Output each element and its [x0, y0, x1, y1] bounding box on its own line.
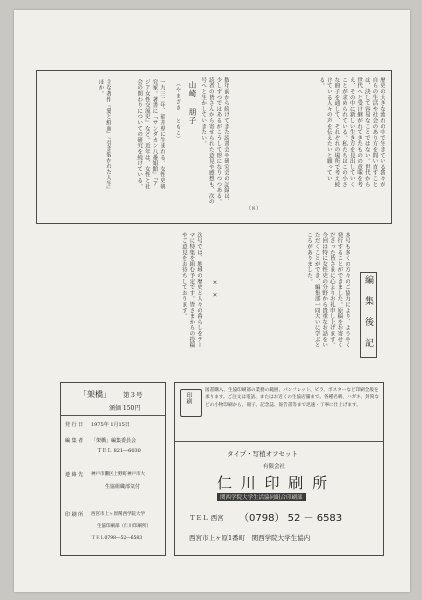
ad-company-type: 有限会社: [263, 464, 286, 470]
colophon-title: 「架橋」: [79, 390, 111, 399]
essay-box: [36, 70, 392, 224]
ad-notice: 図書購入、生協印刷部の業務の範囲、パンフレット、ビラ、ポスターなど印刷全般を承ります。ご注文は電話、またはお近くの生協店舗まで。各種名刺、ハガキ、封筒などの小物印刷から、冊子、記念誌、報告書等まで迅速・丁寧に仕上げます。: [205, 388, 379, 408]
colophon-price: 頒価 150円: [109, 405, 141, 412]
postscript-marks: × ×: [212, 280, 218, 299]
colophon-issue: 第３号: [123, 391, 143, 399]
ad-affiliation: 関西学院大学生活協同組合印刷部: [217, 493, 306, 501]
colophon-row-value: 生協印刷部（仁川印刷所）: [97, 524, 151, 529]
colophon-row-value: 1975年 1月15日: [91, 422, 130, 428]
author-bio: 一九三二年、福井県に生まれる。女性史研究家。著書に『サンダカン八番娼館』『アジア女性交流史』など。近年は、女性と社会の関わりについての研究を続けている。: [136, 79, 165, 190]
page-number: （８）: [245, 206, 261, 212]
author-name: 山崎 朋子: [188, 81, 197, 125]
printer-ad-box: [174, 382, 384, 556]
essay-continued-text: 数年前から続けてきた読書会や研究会の記録は、少しずつではあるがこうして形になりつつある。読者の皆さんから寄せられた意見や感想も、次の号へと生かしていきたい。: [200, 77, 229, 205]
ad-service: タイプ・写植オフセット: [227, 450, 298, 458]
essay-text: 歴史の大きな流れの中で生きている我々が自らの生活や社会のあり方を問い直すことは、決して容易なことではない。世代から世代へと受け継がれてきたものの意味を考え、その中に新しい生き方を見出していくことが求められている。私たちはこの小さな冊子を通して、それぞれの場所で考え続けている人々の声を伝えたいと願っている。: [318, 77, 385, 188]
colophon-row-value: 「架橋」編集委員会: [91, 438, 137, 444]
ad-divider: [175, 441, 383, 442]
colophon-box: [60, 382, 166, 556]
colophon-row-value: ＴＥＬ 821―6030: [97, 448, 141, 454]
postscript-heading: 編 集 後 記: [360, 272, 377, 358]
postscript-text-2: 次号では、地域の歴史と人々の暮らしをテーマに特集を組む予定です。皆さまからの投稿やご意見をお待ちしております。: [180, 232, 202, 348]
page-sheet: [14, 10, 410, 592]
ad-tel-label: ＴＥＬ 西宮: [189, 514, 224, 522]
colophon-row-value: 生協組織部気付: [105, 484, 141, 490]
print-badge: [180, 389, 202, 417]
colophon-divider: [61, 415, 165, 416]
colophon-row-value: ＴＥＬ0798―52―6583: [91, 536, 143, 541]
author-works: 主な著作『愛と鮮血』『引き裂かれた人生』ほか。: [97, 79, 111, 190]
author-furigana: （やまざき ともこ）: [175, 81, 181, 142]
colophon-row-label: 発 行 日: [65, 422, 84, 428]
colophon-row-value: 西宮市上ヶ原関西学院大学: [91, 512, 145, 517]
print-badge-label: 印刷: [185, 392, 192, 404]
ad-tel-number: （0798） 52 － 6583: [239, 513, 343, 524]
colophon-row-label: 編 集 者: [65, 438, 84, 444]
ad-address: 西宮市上ヶ原1番町 関西学院大学生協内: [189, 534, 311, 542]
colophon-row-value: 神戸市灘区上野町神戸市大: [91, 472, 145, 477]
ad-company-name: 仁 川 印 刷 所: [217, 474, 330, 492]
postscript-text: 本号も多くの方々のご協力により、ようやく発行することができました。原稿をお寄せくださった皆さまに心よりお礼申し上げます。今回は特に女性史の分野から貴重なお話をいただくことができ、編集部一同大いに学ぶところがありました。: [306, 232, 350, 348]
colophon-row-label: 連 絡 先: [65, 472, 84, 478]
colophon-row-label: 印 刷 所: [65, 512, 84, 518]
